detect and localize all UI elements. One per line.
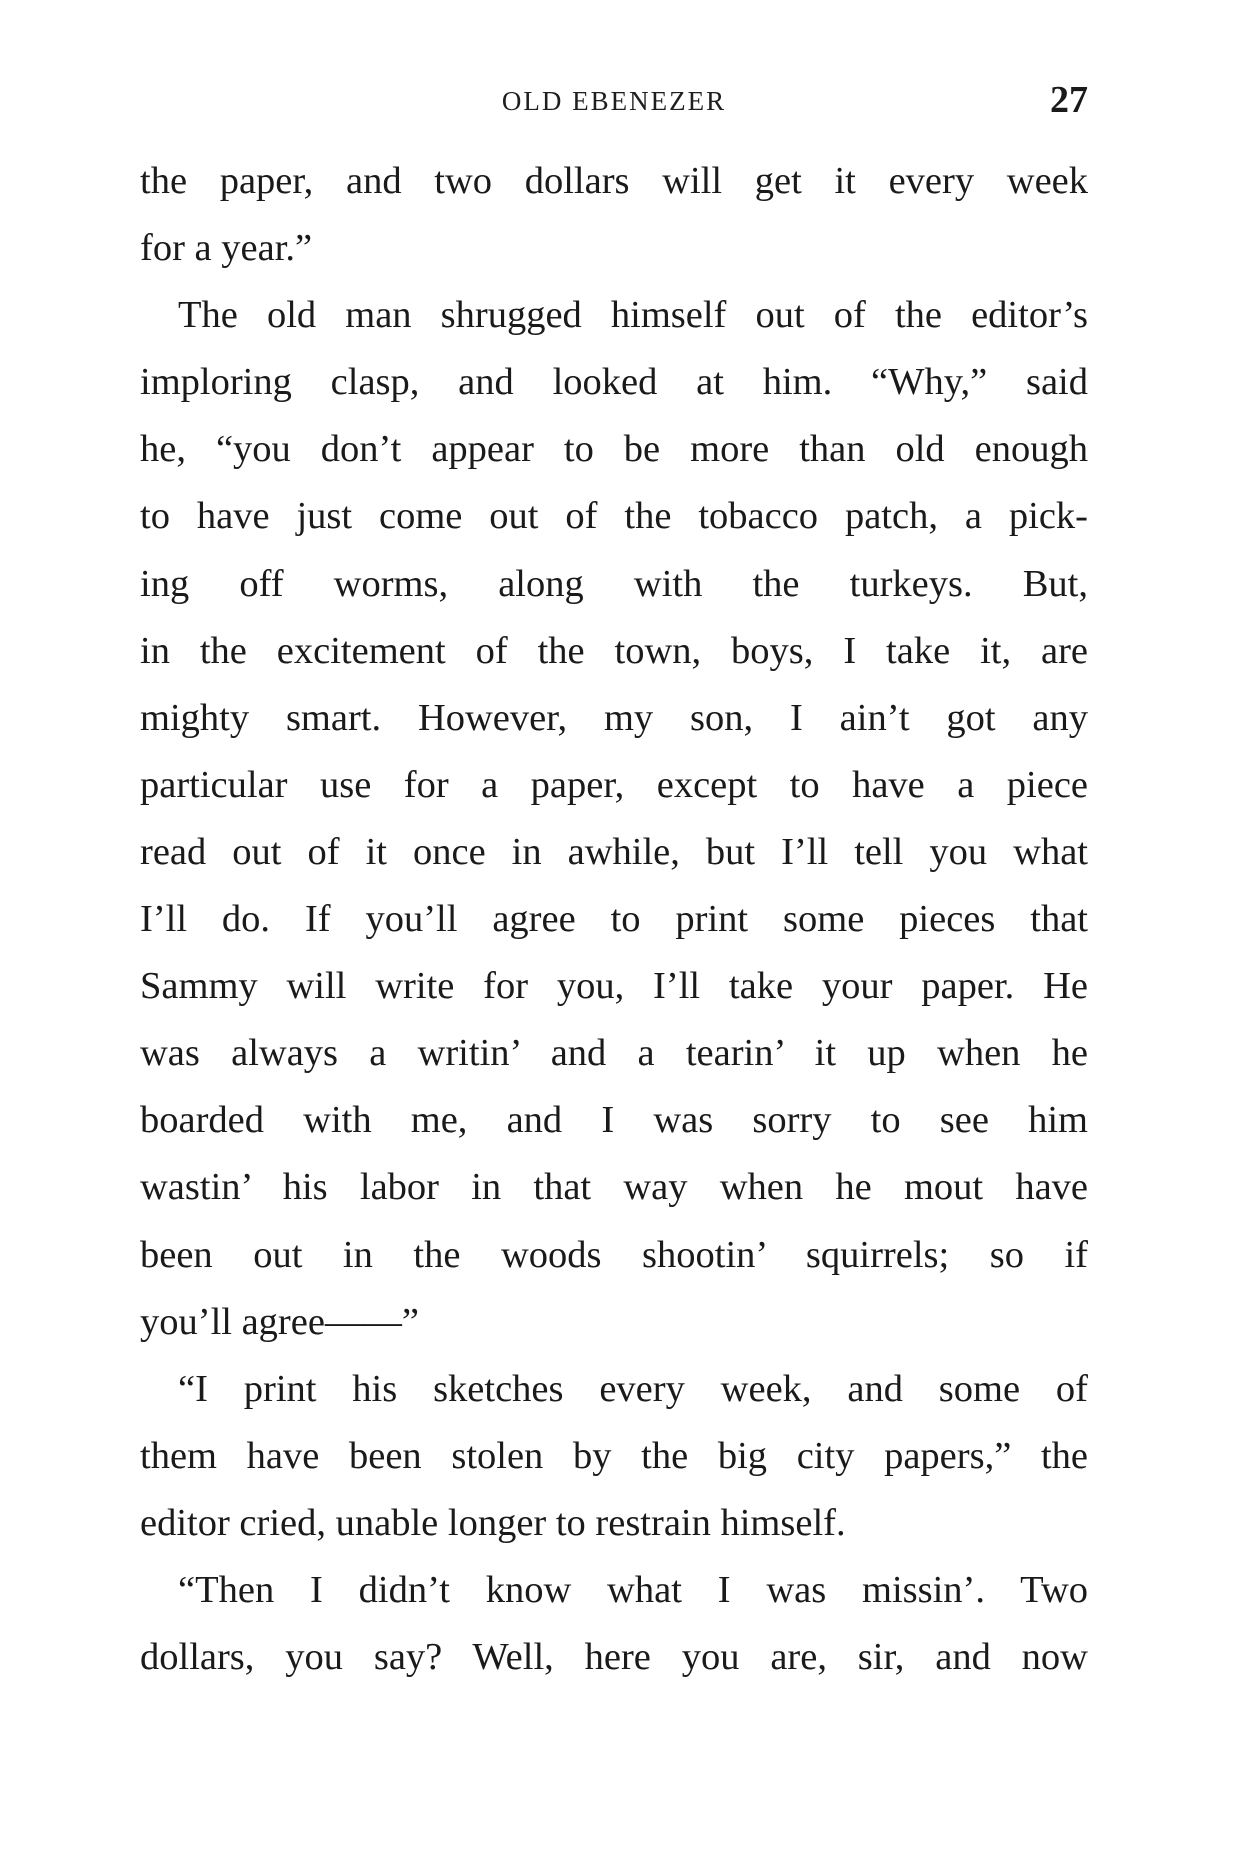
text-line: was always a writin’ and a tearin’ it up when he	[140, 1032, 1088, 1075]
text-line: been out in the woods shootin’ squirrels; so if	[140, 1233, 1088, 1276]
text-line: in the excitement of the town, boys, I take it, are	[140, 629, 1088, 672]
text-line: The old man shrugged himself out of the editor’s	[178, 294, 1088, 337]
text-line: mighty smart. However, my son, I ain’t got any	[140, 696, 1088, 739]
text-line: “I print his sketches every week, and some of	[178, 1367, 1088, 1410]
text-line: Sammy will write for you, I’ll take your paper. He	[140, 965, 1088, 1008]
text-line: imploring clasp, and looked at him. “Why,” said	[140, 361, 1088, 404]
body-text	[140, 148, 1088, 1691]
text-line: to have just come out of the tobacco patch, a pick-	[140, 495, 1088, 538]
text-line: dollars, you say? Well, here you are, sir, and now	[140, 1636, 1088, 1679]
running-head	[140, 78, 1088, 122]
text-line: read out of it once in awhile, but I’ll tell you what	[140, 830, 1088, 873]
text-line: I’ll do. If you’ll agree to print some pieces that	[140, 898, 1088, 941]
text-line: editor cried, unable longer to restrain himself.	[140, 1501, 846, 1544]
text-line: he, “you don’t appear to be more than old enough	[140, 428, 1088, 471]
running-title: OLD EBENEZER	[501, 86, 727, 116]
text-line: particular use for a paper, except to have a piece	[140, 763, 1088, 806]
text-line: them have been stolen by the big city papers,” the	[140, 1434, 1088, 1477]
text-line: wastin’ his labor in that way when he mout have	[140, 1166, 1088, 1209]
text-line: boarded with me, and I was sorry to see him	[140, 1099, 1088, 1142]
page-number: 27	[1050, 79, 1088, 121]
text-line: for a year.”	[140, 227, 313, 270]
text-line: “Then I didn’t know what I was missin’. Two	[178, 1568, 1088, 1611]
text-line: ing off worms, along with the turkeys. But,	[140, 562, 1088, 605]
text-line: the paper, and two dollars will get it every week	[140, 160, 1088, 202]
text-line: you’ll agree——”	[140, 1300, 420, 1343]
